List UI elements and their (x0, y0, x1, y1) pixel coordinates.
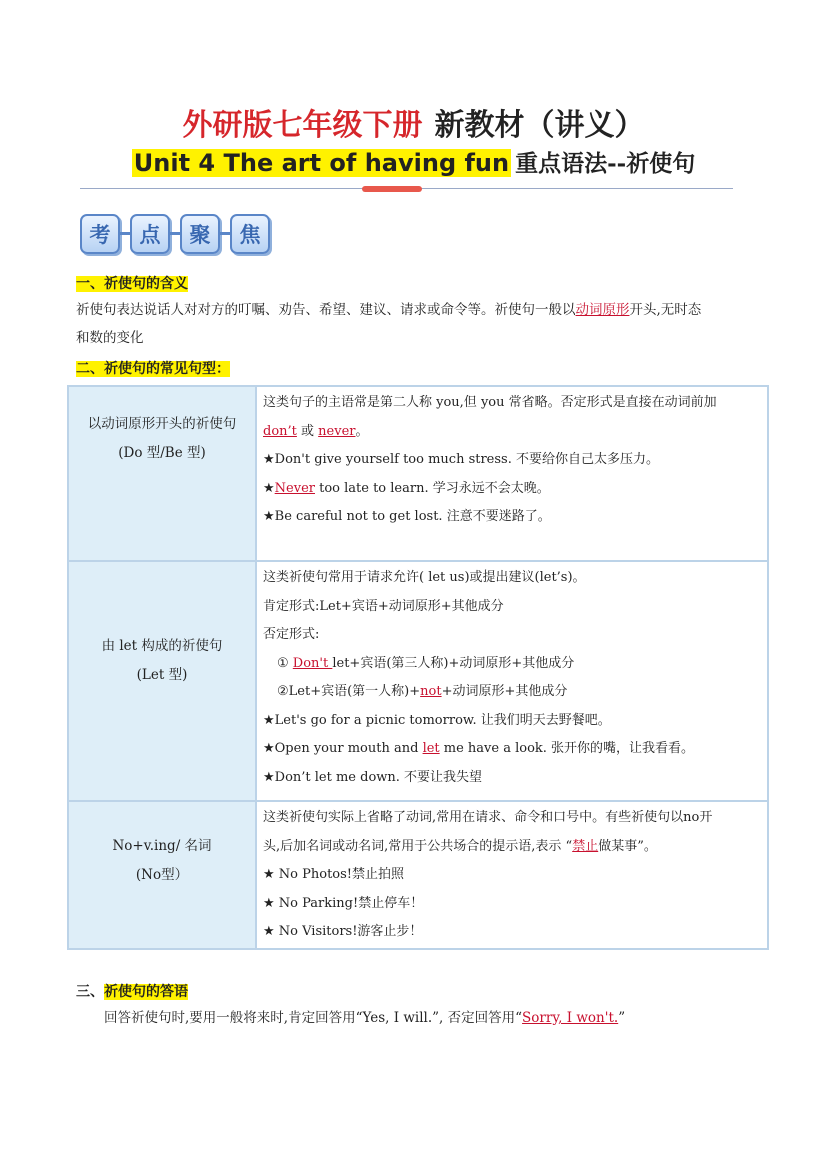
section3-body: 回答祈使句时,要用一般将来时,肯定回答用“Yes, I will.”, 否定回答用“Sorry, I won't.” (104, 1010, 626, 1026)
table-row (68, 801, 768, 949)
row-label-sub: (Let 型) (136, 667, 188, 683)
row-label-cell (68, 801, 256, 949)
badge-connector (120, 232, 130, 235)
row-label: No+v.ing/ 名词 (112, 838, 212, 854)
unit-name: Unit 4 The art of having fun (133, 149, 510, 177)
row-label: 由 let 构成的祈使句 (101, 638, 223, 654)
row-label: 以动词原形开头的祈使句 (87, 416, 237, 432)
table-row (68, 386, 768, 561)
section3-heading: 三、祈使句的答语 (76, 984, 188, 1000)
section2-heading: 二、祈使句的常见句型： (76, 361, 230, 377)
title-subtitle: 新教材（讲义） (434, 108, 645, 143)
row-content-cell: 这类祈使句常用于请求允许( let us)或提出建议(let’s)。 肯定形式:Let+宾语+动词原形+其他成分 否定形式: ① Don't let+宾语(第三人称)+动词原形+其他成分 ②Let+宾语(第一人称)+not+动词原形+其他成分 ★Let's go for a picnic tomorrow. 让我们明天去野餐吧。 ★Open your mouth and let me have a look. 张开你的嘴，让我看看。 ★Don’t let me down. 不要让我失望 (256, 561, 768, 801)
sentence-types-table (67, 385, 769, 950)
focus-badges (80, 211, 270, 256)
title-divider-accent (362, 186, 422, 192)
badge-jiao: 焦 (230, 214, 270, 254)
row-label-cell (68, 386, 256, 561)
badge-connector (220, 232, 230, 235)
table-row (68, 561, 768, 801)
row-content-cell: 这类祈使句实际上省略了动词,常用在请求、命令和口号中。有些祈使句以no开 头,后加名词或动名词,常用于公共场合的提示语,表示 “禁止做某事”。 ★ No Photos!禁止拍照 ★ No Parking!禁止停车！ ★ No Visitors!游客止步！ (256, 801, 768, 949)
row-content-cell: 这类句子的主语常是第二人称 you,但 you 常省略。否定形式是直接在动词前加 don’t 或 never。 ★Don't give yourself too much stress. 不要给你自己太多压力。 ★Never too late to learn. 学习永远不会太晚。 ★Be careful not to get lost. 注意不要迷路了。 (256, 386, 768, 561)
section1-heading: 一、祈使句的含义 (76, 276, 188, 292)
row-label-sub: (No型） (135, 867, 189, 883)
badge-kao: 考 (80, 214, 120, 254)
document-title (0, 100, 827, 144)
badge-ju: 聚 (180, 214, 220, 254)
section1-body: 祈使句表达说话人对对方的叮嘱、劝告、希望、建议、请求或命令等。祈使句一般以动词原形开头,无时态 和数的变化 (76, 302, 702, 346)
unit-title (0, 145, 827, 178)
badge-dian: 点 (130, 214, 170, 254)
badge-connector (170, 232, 180, 235)
title-publisher: 外研版七年级下册 (182, 108, 423, 143)
topic-name: 重点语法--祈使句 (515, 150, 696, 177)
row-label-sub: (Do 型/Be 型) (118, 445, 206, 461)
row-label-cell (68, 561, 256, 801)
